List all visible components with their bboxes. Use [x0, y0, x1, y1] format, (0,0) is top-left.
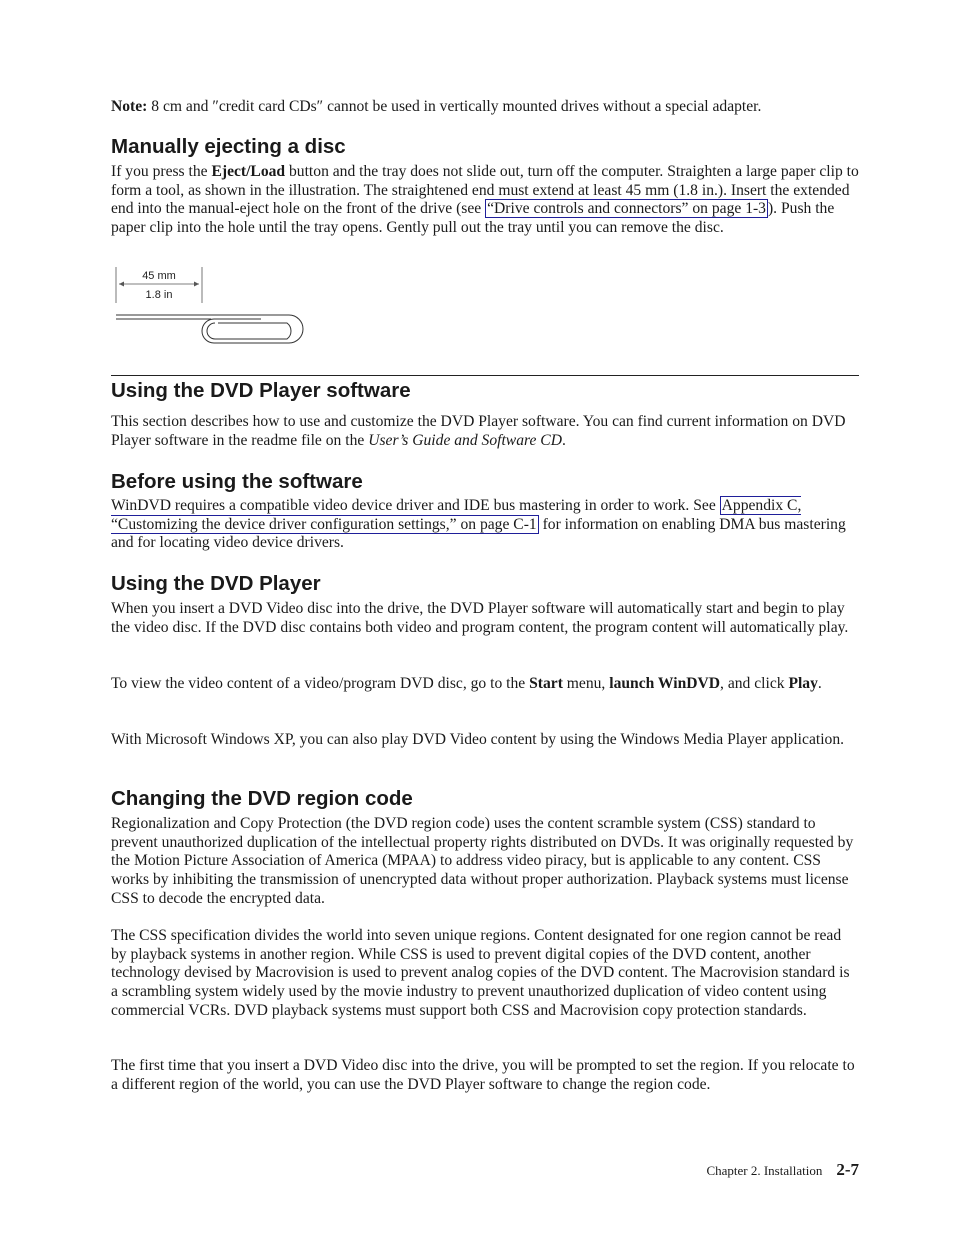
heading-dvd-player-software: Using the DVD Player software [111, 379, 411, 402]
dimension-in-label: 1.8 in [145, 289, 173, 301]
before-text-2: for information on enabling DMA bus mastering and for locating video device drivers. [111, 515, 846, 552]
drive-controls-link[interactable]: “Drive controls and connectors” on page 1-3 [487, 200, 766, 218]
users-guide-title: User’s Guide and Software CD [368, 431, 562, 449]
appendix-c-link[interactable]: Appendix C, “Customizing the device driver configuration settings,” on page C-1 [111, 497, 802, 533]
region-paragraph-1: Regionalization and Copy Protection (the DVD region code) uses the content scramble system (CSS) standard to prevent unauthorized duplication of the intellectual property rights distributed on DVDs. It was originally requested by the Motion Picture Association of America (MPAA) to address video piracy, but is applicable to any content. CSS works by inhibiting the transmission of unencrypted data without proper authorization. Playback systems must license CSS to decode the encrypted data. [111, 815, 854, 907]
before-using-paragraph [111, 497, 859, 553]
footer-page-number: 2-7 [836, 1160, 859, 1179]
player-p2-text-1: To view the video content of a video/program DVD disc, go to the [111, 675, 530, 692]
player-paragraph-2 [111, 675, 822, 694]
note-paragraph [111, 98, 761, 117]
heading-before-using: Before using the software [111, 470, 363, 493]
player-p2-text-2: menu, [562, 675, 610, 692]
dvd-software-text-1: This section describes how to use and customize the DVD Player software. You can find current information on DVD Player software in the readme file on the [111, 413, 846, 449]
player-paragraph-1: When you insert a DVD Video disc into the drive, the DVD Player software will automatically start and begin to play the video disc. If the DVD disc contains both video and program content, the program content will automatically play. [111, 600, 849, 636]
note-text: 8 cm and ″credit card CDs″ cannot be used in vertically mounted drives without a special adapter. [147, 98, 762, 115]
section-divider [111, 375, 859, 376]
eject-text-1: If you press the [111, 163, 212, 180]
dvd-software-paragraph [111, 413, 859, 450]
dvd-software-text-2: . [561, 431, 566, 449]
player-p2-text-4: . [817, 675, 822, 692]
player-paragraph-3: With Microsoft Windows XP, you can also play DVD Video content by using the Windows Media Player application. [111, 731, 845, 748]
launch-windvd-label: launch WinDVD [609, 675, 721, 692]
heading-manual-eject: Manually ejecting a disc [111, 135, 346, 158]
region-paragraph-2: The CSS specification divides the world into seven unique regions. Content designated for one region cannot be read by playback systems in another region. While CSS is used to prevent digital copies of the DVD content, another technology devised by Macrovision is used to prevent analog copies of the DVD content. The Macrovision standard is a scrambling system widely used by the movie industry to prevent unauthorized duplication of video content using commercial VCRs. DVD playback systems must support both CSS and Macrovision copy protection standards. [111, 927, 850, 1019]
eject-text-2: button and the tray does not slide out, turn off the computer. Straighten a large paper clip to form a tool, as shown in the illustration. The straightened end must extend at least 45 mm (1.8 in.). Insert the extended end into the manual-eject hole on the front of the drive (see [111, 163, 859, 218]
player-p2-text-3: , and click [720, 675, 789, 692]
eject-load-label: Eject/Load [211, 163, 286, 180]
page-footer [706, 1160, 859, 1180]
footer-chapter: Chapter 2. Installation [706, 1163, 823, 1178]
paper-clip-illustration [111, 263, 311, 348]
note-label: Note: [111, 98, 148, 115]
dimension-mm-label: 45 mm [142, 270, 176, 282]
manual-eject-paragraph [111, 163, 859, 238]
start-menu-label: Start [529, 675, 563, 692]
eject-text-3: ). Push the paper clip into the hole until the tray opens. Gently pull out the tray until you can remove the disc. [111, 200, 835, 237]
heading-region-code: Changing the DVD region code [111, 787, 413, 810]
play-label: Play [788, 675, 818, 692]
heading-using-dvd-player: Using the DVD Player [111, 572, 321, 595]
before-text-1: WinDVD requires a compatible video device driver and IDE bus mastering in order to work. See [111, 497, 720, 514]
region-paragraph-3: The first time that you insert a DVD Video disc into the drive, you will be prompted to set the region. If you relocate to a different region of the world, you can use the DVD Player software to change the region code. [111, 1057, 855, 1093]
